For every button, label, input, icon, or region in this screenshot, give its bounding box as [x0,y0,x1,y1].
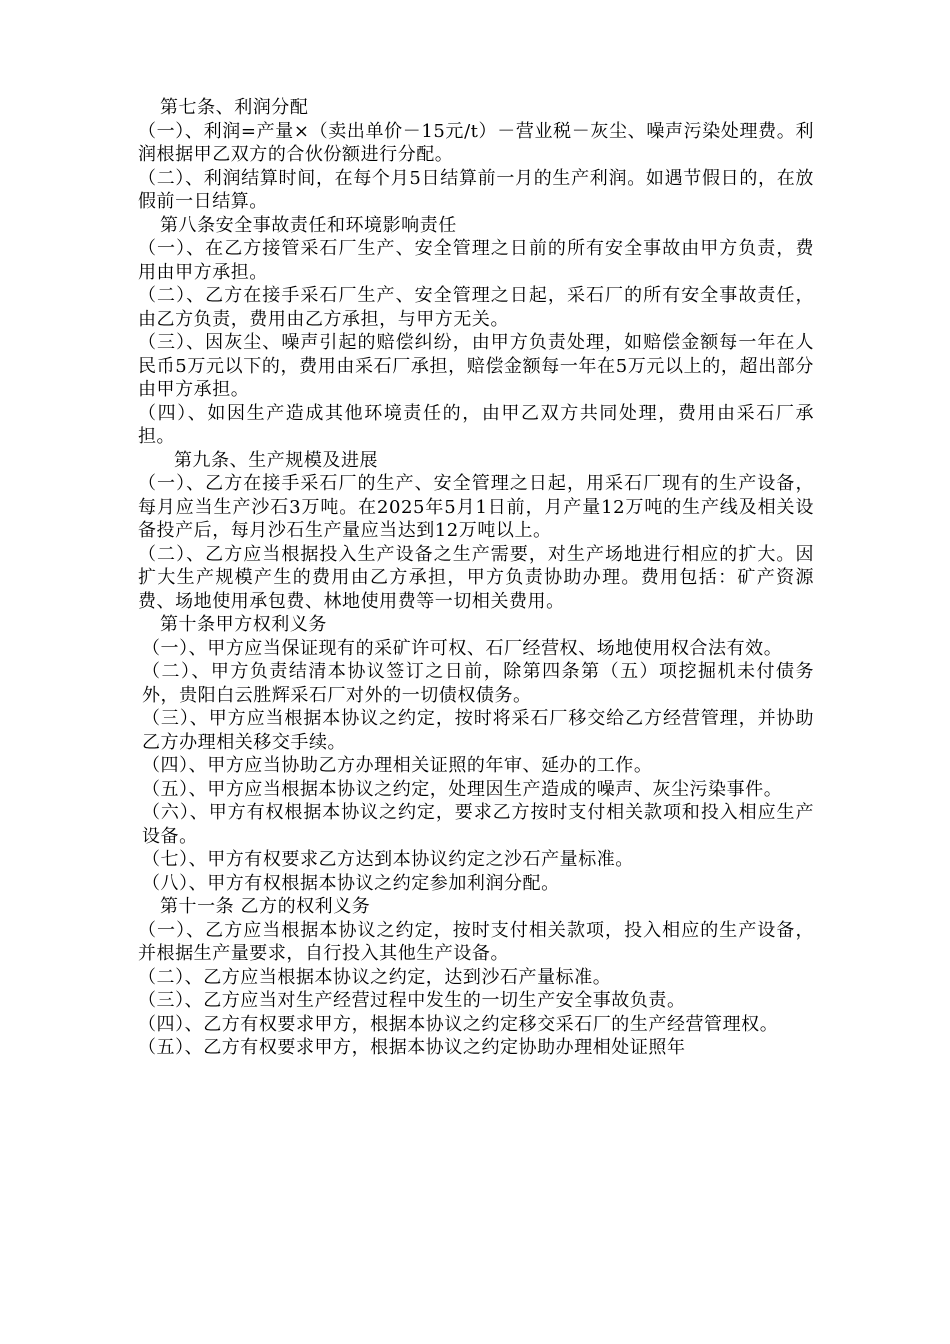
paragraph: （二）、利润结算时间，在每个月5日结算前一月的生产利润。如遇节假日的，在放假前一日结算。 [138,167,814,212]
paragraph: （六）、甲方有权根据本协议之约定，要求乙方按时支付相关款项和投入相应生产设备。 [142,802,814,847]
section-heading-11: 第十一条 乙方的权利义务 [160,896,371,917]
section-heading-7: 第七条、利润分配 [160,97,309,118]
paragraph: （四）、甲方应当协助乙方办理相关证照的年审、延办的工作。 [142,755,653,776]
paragraph: （五）、乙方有权要求甲方，根据本协议之约定协助办理相处证照年 [138,1037,686,1058]
paragraph: （四）、乙方有权要求甲方，根据本协议之约定移交采石厂的生产经营管理权。 [138,1013,779,1035]
paragraph: （八）、甲方有权根据本协议之约定参加利润分配。 [142,872,560,894]
paragraph: （二）、乙方应当根据投入生产设备之生产需要，对生产场地进行相应的扩大。因扩大生产规模产生的费用由乙方承担，甲方负责协助办理。费用包括：矿产资源费、场地使用承包费、林地使用费等一切相关费用。 [138,543,814,612]
paragraph: （一）、甲方应当保证现有的采矿许可权、石厂经营权、场地使用权合法有效。 [142,637,783,659]
section-heading-10: 第十条甲方权利义务 [160,614,327,635]
section-heading-9: 第九条、生产规模及进展 [174,449,379,471]
paragraph: （二）、乙方在接手采石厂生产、安全管理之日起，采石厂的所有安全事故责任，由乙方负责，费用由乙方承担，与甲方无关。 [138,285,814,330]
paragraph: （一）、乙方在接手采石厂的生产、安全管理之日起，用采石厂现有的生产设备，每月应当生产沙石3万吨。在2025年5月1日前，月产量12万吨的生产线及相关设备投产后，每月沙石生产量应当达到12万吨以上。 [138,473,814,541]
paragraph: （三）、甲方应当根据本协议之约定，按时将采石厂移交给乙方经营管理，并协助乙方办理相关移交手续。 [142,708,814,753]
document-body [138,96,814,1060]
paragraph: （一）、乙方应当根据本协议之约定，按时支付相关款项，投入相应的生产设备，并根据生产量要求，自行投入其他生产设备。 [138,919,814,964]
paragraph: （二）、甲方负责结清本协议签订之日前，除第四条第（五）项挖掘机未付债务外，贵阳白云胜辉采石厂对外的一切债权债务。 [142,661,814,706]
paragraph: （一）、利润=产量×（卖出单价－15元/t）－营业税－灰尘、噪声污染处理费。利润根据甲乙双方的合伙份额进行分配。 [138,120,814,165]
paragraph: （三）、乙方应当对生产经营过程中发生的一切生产安全事故负责。 [138,990,686,1011]
paragraph: （三）、因灰尘、噪声引起的赔偿纠纷，由甲方负责处理，如赔偿金额每一年在人民币5万元以下的，费用由采石厂承担，赔偿金额每一年在5万元以上的，超出部分由甲方承担。 [138,332,814,400]
paragraph: （二）、乙方应当根据本协议之约定，达到沙石产量标准。 [138,966,612,988]
paragraph: （七）、甲方有权要求乙方达到本协议约定之沙石产量标准。 [142,849,634,870]
paragraph: （四）、如因生产造成其他环境责任的，由甲乙双方共同处理，费用由采石厂承担。 [138,402,814,447]
paragraph: （一）、在乙方接管采石厂生产、安全管理之日前的所有安全事故由甲方负责，费用由甲方承担。 [138,238,814,283]
paragraph: （五）、甲方应当根据本协议之约定，处理因生产造成的噪声、灰尘污染事件。 [142,778,783,800]
section-heading-8: 第八条安全事故责任和环境影响责任 [160,214,457,236]
